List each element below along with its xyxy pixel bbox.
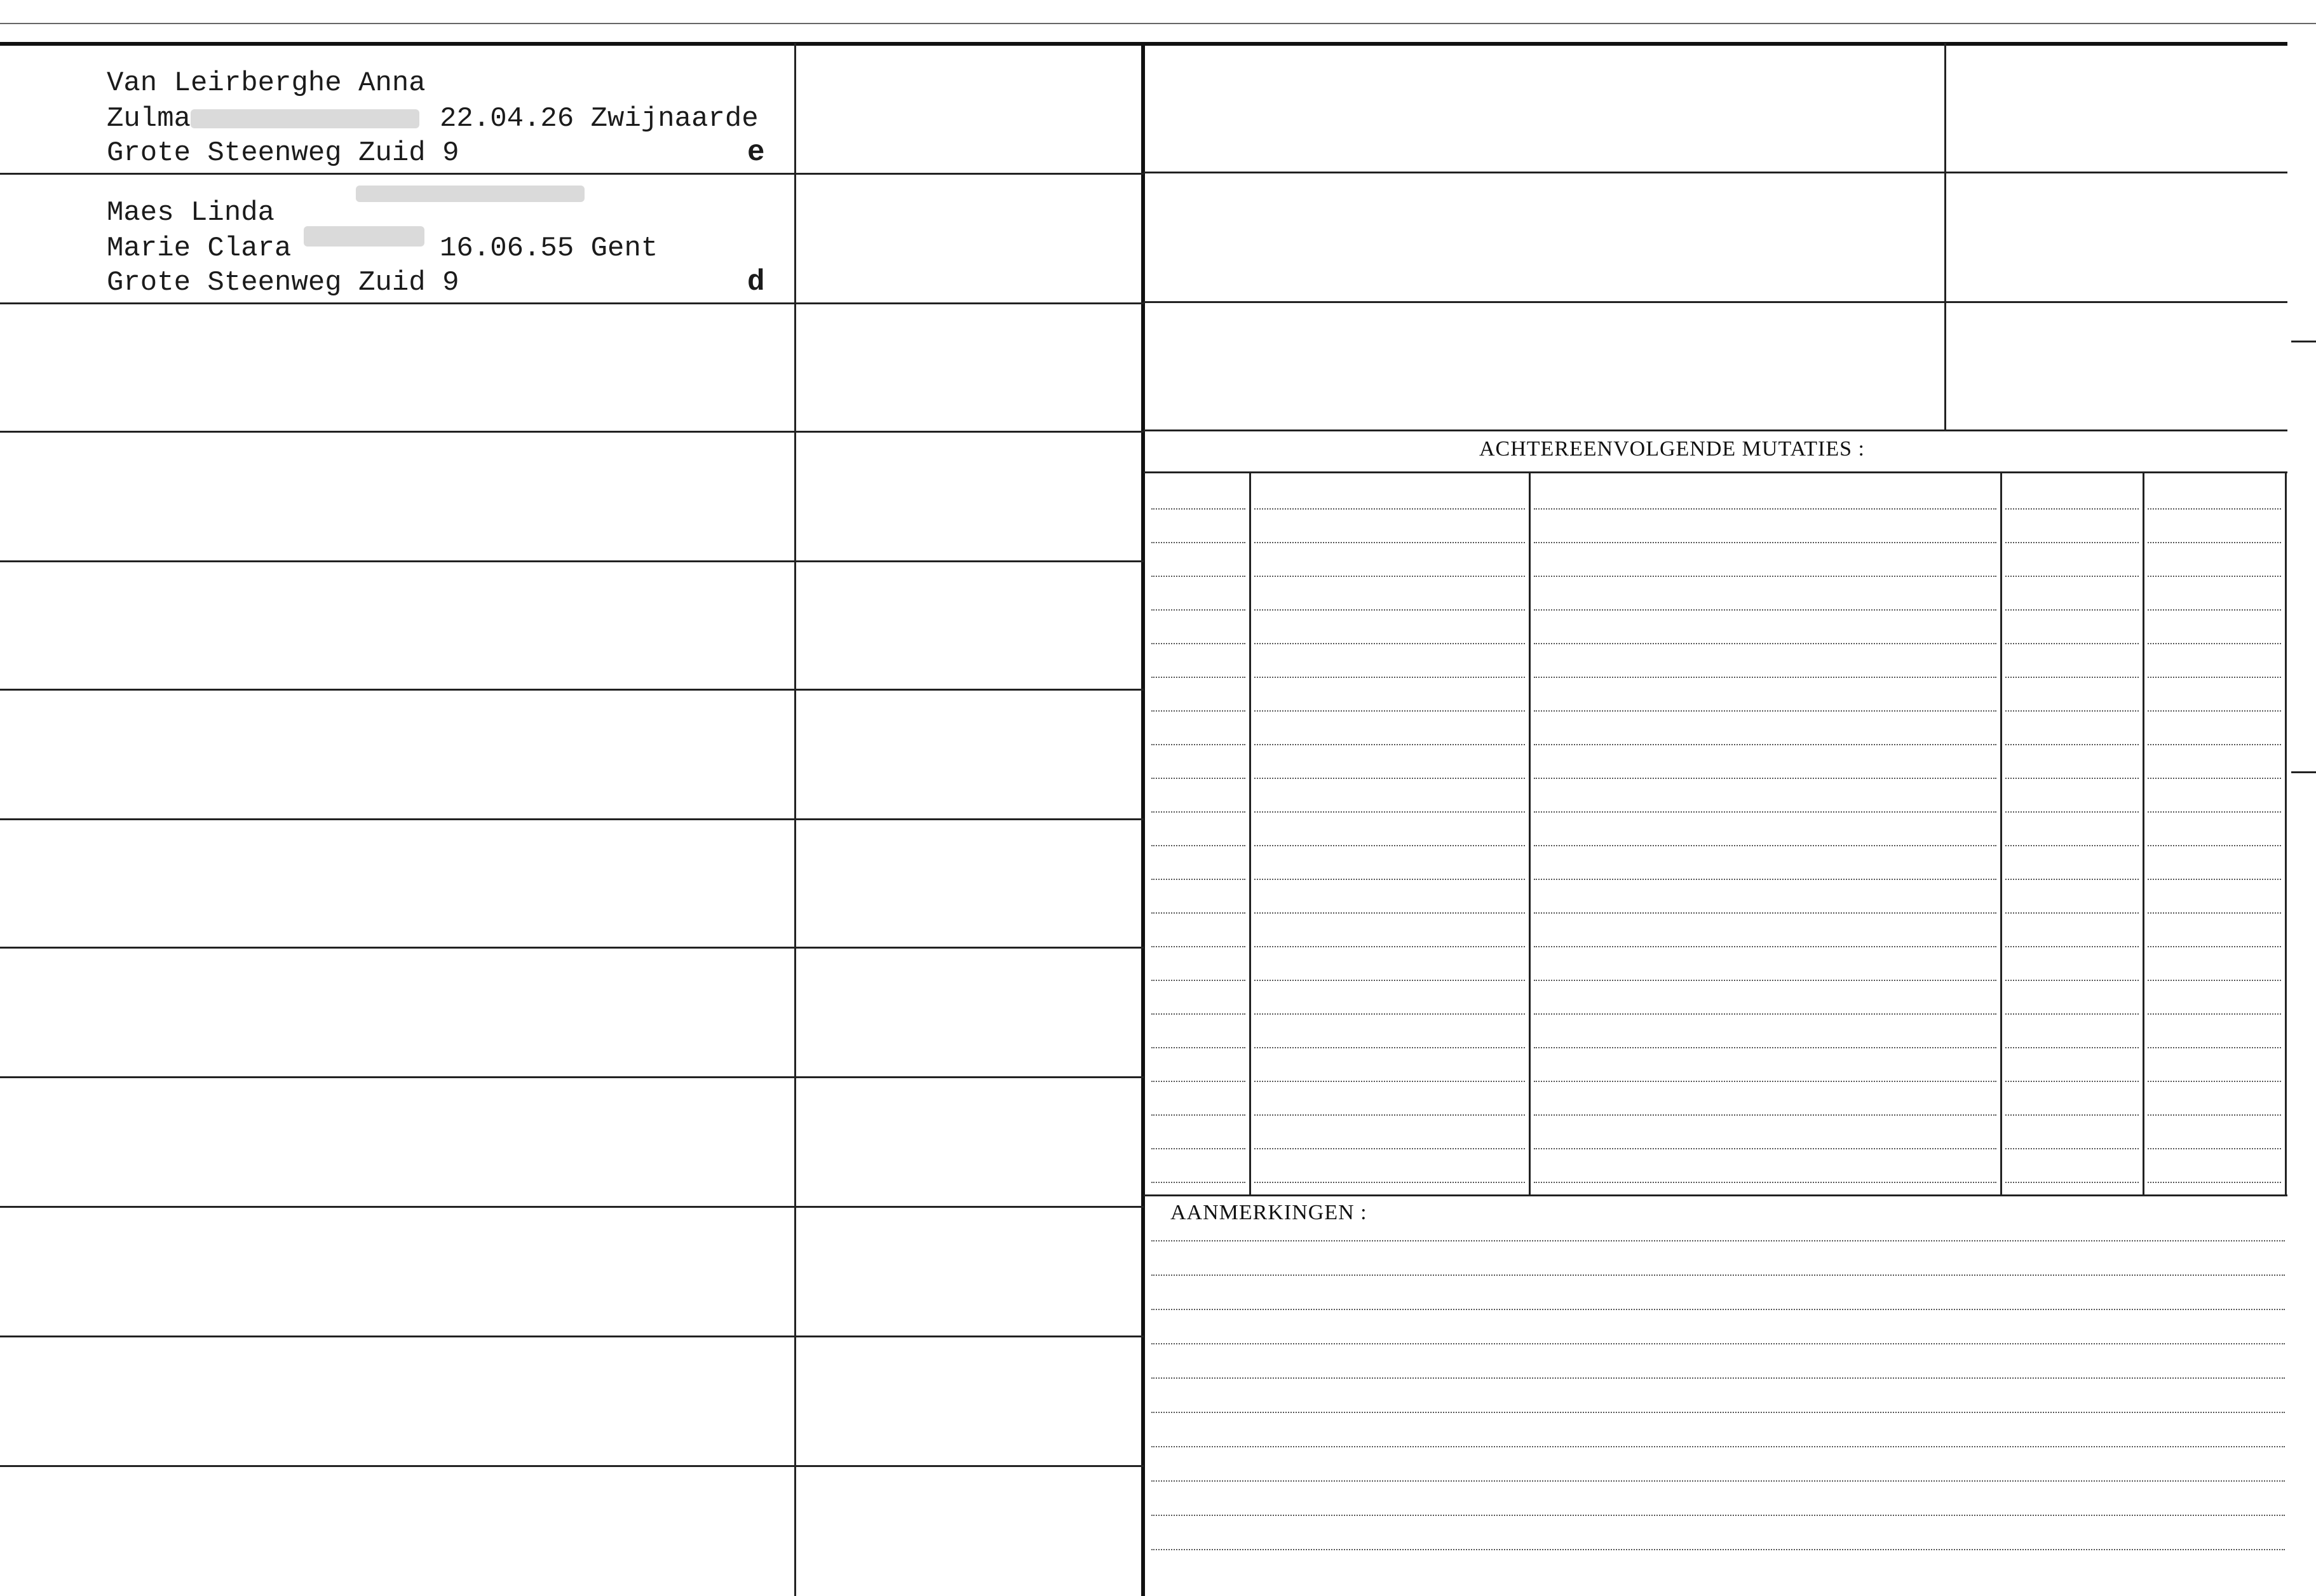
mutations-col-divider <box>1249 471 1251 1194</box>
mutation-rule <box>2005 542 2139 543</box>
mutation-rule <box>1151 946 1245 947</box>
mutation-rule <box>1151 1182 1245 1183</box>
mutation-rule <box>2005 1047 2139 1048</box>
mutation-rule <box>1534 1081 1996 1082</box>
right-row-line <box>1144 301 2287 303</box>
mutation-rule <box>1151 677 1245 678</box>
mutation-rule <box>2148 879 2281 880</box>
mutation-rule <box>2148 542 2281 543</box>
mutation-rule <box>1151 542 1245 543</box>
mutation-rule <box>1254 1182 1525 1183</box>
mutation-rule <box>1534 1114 1996 1116</box>
remark-rule <box>1151 1240 2285 1241</box>
row-line <box>0 1076 1144 1078</box>
mutation-rule <box>1254 879 1525 880</box>
record-code: e <box>747 136 765 169</box>
mutation-rule <box>1151 811 1245 813</box>
mutation-rule <box>1254 1081 1525 1082</box>
mutation-rule <box>2005 912 2139 914</box>
mutation-rule <box>2148 912 2281 914</box>
mutation-rule <box>1534 677 1996 678</box>
mutation-rule <box>2148 744 2281 745</box>
row-line <box>0 1336 1144 1337</box>
mutation-rule <box>2005 576 2139 577</box>
mutations-heading: ACHTEREENVOLGENDE MUTATIES : <box>1479 437 1865 461</box>
mutations-bottom-line <box>1144 1194 2287 1196</box>
edge-tick <box>2291 771 2316 773</box>
record-name: Maes Linda <box>107 197 275 229</box>
mutation-rule <box>2148 609 2281 611</box>
mutation-rule <box>1534 576 1996 577</box>
mutation-rule <box>2148 710 2281 712</box>
mutation-rule <box>1254 778 1525 779</box>
mutation-rule <box>1151 879 1245 880</box>
mutation-rule <box>1151 576 1245 577</box>
mutation-rule <box>1534 1047 1996 1048</box>
right-row-line <box>1144 172 2287 173</box>
record-address: Grote Steenweg Zuid 9 <box>107 267 459 299</box>
mutation-rule <box>2148 508 2281 510</box>
mutation-rule <box>1151 1081 1245 1082</box>
mutation-rule <box>1254 811 1525 813</box>
record-second-name: Marie Clara <box>107 233 292 264</box>
mutation-rule <box>1151 1013 1245 1015</box>
mutation-rule <box>1254 643 1525 644</box>
right-row-line <box>1144 429 2287 431</box>
mutation-rule <box>2148 643 2281 644</box>
mutation-rule <box>1151 1148 1245 1149</box>
remarks-heading: AANMERKINGEN : <box>1170 1201 1367 1224</box>
mutation-rule <box>2005 744 2139 745</box>
mutation-rule <box>2148 1013 2281 1015</box>
mutation-rule <box>1151 609 1245 611</box>
mutation-rule <box>2148 677 2281 678</box>
erased-text-smudge <box>356 186 585 202</box>
remark-rule <box>1151 1343 2285 1344</box>
remark-rule <box>1151 1446 2285 1447</box>
row-line <box>0 560 1144 562</box>
mutation-rule <box>1254 1047 1525 1048</box>
mutation-rule <box>1534 1182 1996 1183</box>
mutation-rule <box>1151 744 1245 745</box>
mutation-rule <box>1254 1013 1525 1015</box>
mutation-rule <box>1254 508 1525 510</box>
mutation-rule <box>2005 811 2139 813</box>
mutation-rule <box>2005 710 2139 712</box>
mutation-rule <box>2148 576 2281 577</box>
row-line <box>0 431 1144 433</box>
row-line <box>0 1465 1144 1467</box>
mutation-rule <box>1534 643 1996 644</box>
mutation-rule <box>1151 845 1245 846</box>
mutation-rule <box>1534 946 1996 947</box>
mutation-rule <box>2005 1148 2139 1149</box>
mutation-rule <box>1534 879 1996 880</box>
mutation-rule <box>1254 946 1525 947</box>
mutation-rule <box>2005 946 2139 947</box>
record-birth: 16.06.55 Gent <box>440 233 658 264</box>
mutation-rule <box>1534 1148 1996 1149</box>
mutation-rule <box>2148 1148 2281 1149</box>
mutation-rule <box>2005 677 2139 678</box>
mutation-rule <box>1254 542 1525 543</box>
row-line <box>0 818 1144 820</box>
mutation-rule <box>1151 1047 1245 1048</box>
mutation-rule <box>1534 912 1996 914</box>
row-line <box>0 947 1144 949</box>
remark-rule <box>1151 1275 2285 1276</box>
mutation-rule <box>1151 710 1245 712</box>
mutation-rule <box>2005 609 2139 611</box>
mutations-col-divider <box>2000 471 2002 1194</box>
mutation-rule <box>2148 1081 2281 1082</box>
mutation-rule <box>1254 744 1525 745</box>
mutation-rule <box>1254 980 1525 981</box>
record-address: Grote Steenweg Zuid 9 <box>107 137 459 169</box>
mutation-rule <box>1254 912 1525 914</box>
row-line <box>0 689 1144 691</box>
mutation-rule <box>2148 980 2281 981</box>
row-line <box>0 173 1144 175</box>
mutation-rule <box>1254 576 1525 577</box>
mutation-rule <box>1534 980 1996 981</box>
top-edge-line <box>0 23 2316 24</box>
remark-rule <box>1151 1377 2285 1379</box>
mutation-rule <box>1151 508 1245 510</box>
mutation-rule <box>1151 980 1245 981</box>
mutation-rule <box>1151 643 1245 644</box>
mutation-rule <box>2148 1182 2281 1183</box>
mutation-rule <box>1254 1148 1525 1149</box>
mutation-rule <box>2005 980 2139 981</box>
row-line <box>0 302 1144 304</box>
mutation-rule <box>2005 1114 2139 1116</box>
mutation-rule <box>1254 845 1525 846</box>
record-name: Van Leirberghe Anna <box>107 67 426 99</box>
mutation-rule <box>1534 710 1996 712</box>
record-second-name: Zulma <box>107 103 191 135</box>
mutation-rule <box>1534 1013 1996 1015</box>
remark-rule <box>1151 1515 2285 1516</box>
mutation-rule <box>2148 946 2281 947</box>
mutation-rule <box>2148 1114 2281 1116</box>
remark-rule <box>1151 1309 2285 1310</box>
mutation-rule <box>1534 811 1996 813</box>
mutation-rule <box>1151 778 1245 779</box>
mutation-rule <box>2005 1182 2139 1183</box>
mutation-rule <box>1254 1114 1525 1116</box>
row-line <box>0 1206 1144 1208</box>
mutation-rule <box>2005 778 2139 779</box>
mutation-rule <box>2005 879 2139 880</box>
mutation-rule <box>2148 778 2281 779</box>
mutation-rule <box>1534 508 1996 510</box>
mutation-rule <box>1534 778 1996 779</box>
mutation-rule <box>2005 643 2139 644</box>
mutation-rule <box>2148 811 2281 813</box>
mutations-col-divider <box>2285 471 2287 1194</box>
mutation-rule <box>1534 542 1996 543</box>
remark-rule <box>1151 1549 2285 1550</box>
mutation-rule <box>1254 710 1525 712</box>
mutation-rule <box>2005 1081 2139 1082</box>
mutations-header-line <box>1144 471 2287 473</box>
erased-text-smudge <box>304 226 424 247</box>
record-code: d <box>747 266 765 299</box>
mutation-rule <box>2148 1047 2281 1048</box>
mutation-rule <box>1534 744 1996 745</box>
mutation-rule <box>2005 845 2139 846</box>
remark-rule <box>1151 1480 2285 1482</box>
mutation-rule <box>1254 677 1525 678</box>
mutation-rule <box>1151 912 1245 914</box>
mutation-rule <box>1534 609 1996 611</box>
mutation-rule <box>2005 508 2139 510</box>
mutations-col-divider <box>2143 471 2144 1194</box>
edge-tick <box>2291 341 2316 342</box>
right-top-divider <box>1944 43 1946 429</box>
mutations-col-divider <box>1529 471 1531 1194</box>
erased-text-smudge <box>191 109 419 128</box>
mutation-rule <box>1151 1114 1245 1116</box>
mutation-rule <box>2148 845 2281 846</box>
remark-rule <box>1151 1412 2285 1413</box>
mutation-rule <box>2005 1013 2139 1015</box>
mutation-rule <box>1254 609 1525 611</box>
record-birth: 22.04.26 Zwijnaarde <box>440 103 759 135</box>
mutation-rule <box>1534 845 1996 846</box>
